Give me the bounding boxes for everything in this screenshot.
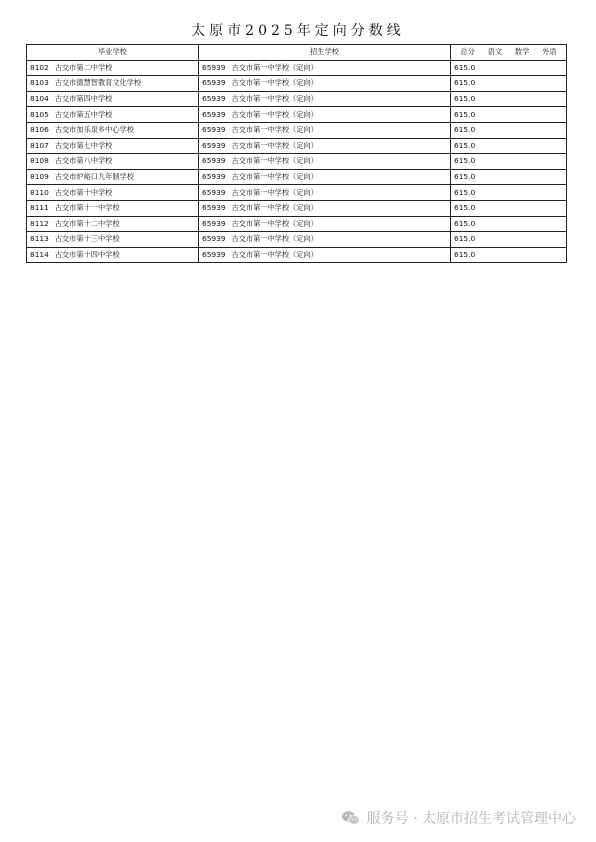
total-score: 615.0 [454, 187, 476, 197]
admit-code: 65939 [202, 156, 226, 166]
school-code: 8103 [30, 78, 49, 88]
total-score: 615.0 [454, 203, 476, 213]
school-name: 古交市加乐泉乡中心学校 [54, 125, 134, 135]
school-code: 8102 [30, 62, 49, 72]
school-name: 古交市德慧智教育文化学校 [54, 78, 142, 88]
total-score-cell [451, 107, 567, 123]
school-name: 古交市第十一中学校 [54, 203, 120, 213]
table-row [27, 154, 567, 170]
school-name: 古交市炉峪口九年制学校 [54, 172, 134, 182]
total-score-cell [451, 247, 567, 263]
admitting-school-cell [199, 169, 451, 185]
admitting-school-cell [199, 122, 451, 138]
page-title: 太原市2025年定向分数线 [191, 23, 405, 39]
table-row [27, 185, 567, 201]
graduating-school-cell [27, 247, 199, 263]
school-code: 8105 [30, 109, 49, 119]
school-name: 古交市第十四中学校 [54, 250, 120, 260]
total-score: 615.0 [454, 234, 476, 244]
admit-code: 65939 [202, 234, 226, 244]
total-score: 615.0 [454, 250, 476, 260]
school-name: 古交市第十二中学校 [54, 218, 120, 228]
graduating-school-cell [27, 232, 199, 248]
table-row [27, 122, 567, 138]
total-score-cell [451, 200, 567, 216]
school-code: 8107 [30, 140, 49, 150]
admitting-school-cell [199, 232, 451, 248]
admitting-school-cell [199, 247, 451, 263]
school-name: 古交市第二中学校 [54, 62, 113, 72]
table-body [27, 60, 567, 263]
admit-school-name: 古交市第一中学校（定向） [231, 203, 318, 213]
total-score-cell [451, 169, 567, 185]
school-name: 古交市第十三中学校 [54, 234, 120, 244]
admit-code: 65939 [202, 125, 226, 135]
admit-code: 65939 [202, 62, 226, 72]
admitting-school-cell [199, 60, 451, 76]
graduating-school-cell [27, 154, 199, 170]
admit-school-name: 古交市第一中学校（定向） [231, 156, 318, 166]
school-name: 古交市第四中学校 [54, 94, 113, 104]
admit-code: 65939 [202, 172, 226, 182]
graduating-school-cell [27, 216, 199, 232]
header-graduating-school: 毕业学校 [27, 45, 199, 61]
graduating-school-cell [27, 91, 199, 107]
admitting-school-cell [199, 91, 451, 107]
admitting-school-cell [199, 200, 451, 216]
admit-school-name: 古交市第一中学校（定向） [231, 140, 318, 150]
admit-code: 65939 [202, 94, 226, 104]
admitting-school-cell [199, 154, 451, 170]
total-score: 615.0 [454, 172, 476, 182]
school-code: 8109 [30, 172, 49, 182]
admitting-school-cell [199, 185, 451, 201]
total-score: 615.0 [454, 218, 476, 228]
total-score: 615.0 [454, 62, 476, 72]
total-score: 615.0 [454, 109, 476, 119]
table-row [27, 216, 567, 232]
table-row [27, 138, 567, 154]
school-code: 8113 [30, 234, 49, 244]
admitting-school-cell [199, 107, 451, 123]
table-row [27, 232, 567, 248]
school-code: 8112 [30, 218, 49, 228]
graduating-school-cell [27, 138, 199, 154]
table-row [27, 91, 567, 107]
admit-school-name: 古交市第一中学校（定向） [231, 109, 318, 119]
school-name: 古交市第七中学校 [54, 140, 113, 150]
school-code: 8104 [30, 94, 49, 104]
total-score: 615.0 [454, 156, 476, 166]
total-score: 615.0 [454, 125, 476, 135]
total-score-cell [451, 138, 567, 154]
table-row [27, 60, 567, 76]
admit-school-name: 古交市第一中学校（定向） [231, 172, 318, 182]
admit-school-name: 古交市第一中学校（定向） [231, 62, 318, 72]
graduating-school-cell [27, 107, 199, 123]
admitting-school-cell [199, 76, 451, 92]
admit-code: 65939 [202, 109, 226, 119]
admit-school-name: 古交市第一中学校（定向） [231, 218, 318, 228]
admit-school-name: 古交市第一中学校（定向） [231, 187, 318, 197]
school-name: 古交市第五中学校 [54, 109, 113, 119]
graduating-school-cell [27, 185, 199, 201]
table-row [27, 247, 567, 263]
admit-code: 65939 [202, 203, 226, 213]
table-header-row [27, 45, 567, 61]
admit-code: 65939 [202, 250, 226, 260]
total-score-cell [451, 60, 567, 76]
graduating-school-cell [27, 122, 199, 138]
graduating-school-cell [27, 169, 199, 185]
admit-school-name: 古交市第一中学校（定向） [231, 78, 318, 88]
admit-code: 65939 [202, 140, 226, 150]
total-score-cell [451, 232, 567, 248]
wechat-icon [341, 810, 361, 826]
table-row [27, 200, 567, 216]
graduating-school-cell [27, 60, 199, 76]
admitting-school-cell [199, 138, 451, 154]
admit-code: 65939 [202, 218, 226, 228]
header-scores [451, 45, 567, 61]
admit-school-name: 古交市第一中学校（定向） [231, 250, 318, 260]
watermark-text: 服务号 · 太原市招生考试管理中心 [366, 811, 576, 827]
cutoff-score-table [26, 44, 567, 263]
total-score-cell [451, 185, 567, 201]
admitting-school-cell [199, 216, 451, 232]
school-code: 8106 [30, 125, 49, 135]
school-code: 8110 [30, 187, 49, 197]
school-code: 8114 [30, 250, 49, 260]
header-math: 数学 [514, 47, 530, 57]
total-score-cell [451, 216, 567, 232]
total-score: 615.0 [454, 140, 476, 150]
school-code: 8111 [30, 203, 49, 213]
school-code: 8108 [30, 156, 49, 166]
total-score: 615.0 [454, 94, 476, 104]
total-score-cell [451, 122, 567, 138]
header-chinese: 语文 [487, 47, 503, 57]
graduating-school-cell [27, 76, 199, 92]
school-name: 古交市第十中学校 [54, 187, 113, 197]
total-score-cell [451, 76, 567, 92]
total-score-cell [451, 154, 567, 170]
school-name: 古交市第八中学校 [54, 156, 113, 166]
header-foreign-language: 外语 [542, 47, 557, 57]
total-score-cell [451, 91, 567, 107]
admit-code: 65939 [202, 187, 226, 197]
header-total: 总分 [460, 47, 475, 57]
admit-school-name: 古交市第一中学校（定向） [231, 94, 318, 104]
table-row [27, 76, 567, 92]
admit-code: 65939 [202, 78, 226, 88]
watermark [341, 808, 576, 828]
table-row [27, 169, 567, 185]
admit-school-name: 古交市第一中学校（定向） [231, 125, 318, 135]
graduating-school-cell [27, 200, 199, 216]
header-admitting-school: 招生学校 [199, 45, 451, 61]
admit-school-name: 古交市第一中学校（定向） [231, 234, 318, 244]
table-row [27, 107, 567, 123]
total-score: 615.0 [454, 78, 476, 88]
